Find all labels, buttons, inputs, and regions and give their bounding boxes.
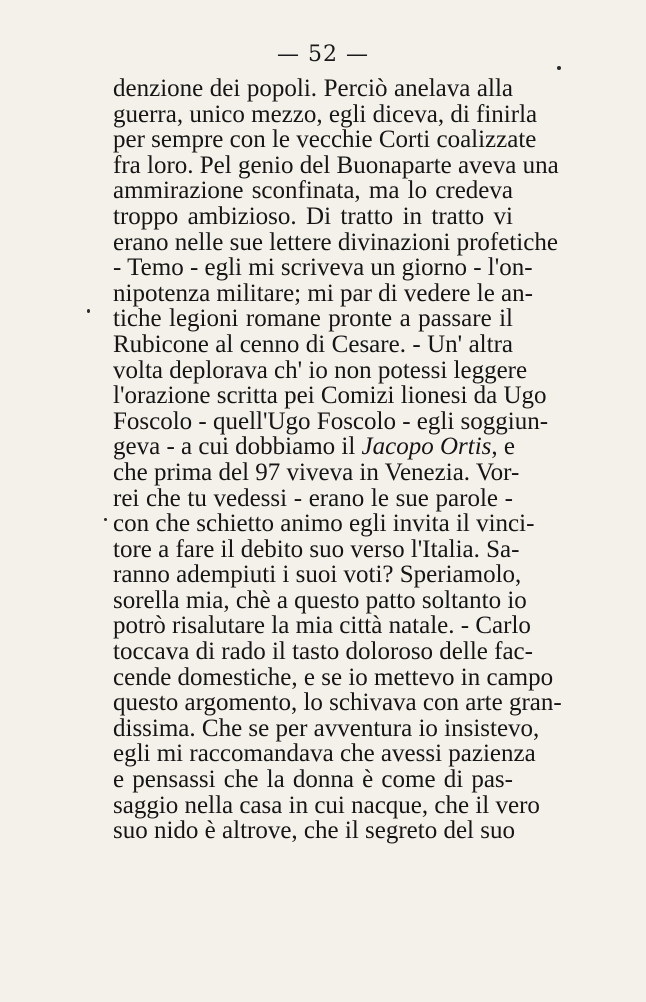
- ink-speck: [87, 309, 90, 313]
- text-segment: troppo ambizioso. Di tratto in tratto vi: [113, 202, 513, 230]
- text-line: [113, 486, 513, 512]
- text-segment: con che schietto animo egli invita il vinci-: [113, 510, 535, 538]
- text-line: [113, 254, 533, 282]
- ink-speck: [557, 66, 561, 70]
- text-segment: ammirazione sconfinata, ma lo credeva: [113, 177, 513, 205]
- text-line: [113, 561, 522, 589]
- text-segment: Foscolo - quell'Ugo Foscolo - egli soggiun-: [113, 407, 549, 435]
- text-segment: denzione dei popoli. Perciò anelava alla: [113, 75, 513, 102]
- body-text: [113, 75, 562, 845]
- text-segment: per sempre con le vecchie Corti coalizzate: [113, 126, 537, 154]
- text-segment: e pensassi che la donna è come di pas-: [113, 766, 513, 794]
- text-segment: cende domestiche, e se io mettevo in campo: [113, 663, 554, 691]
- text-segment: ranno adempiuti i suoi voti? Speriamolo,: [113, 561, 522, 589]
- text-line: [113, 663, 554, 691]
- text-segment: fra loro. Pel genio del Buonaparte aveva una: [113, 151, 559, 179]
- page-number: — 52 —: [277, 42, 369, 67]
- text-line: [113, 100, 538, 128]
- text-line: [113, 791, 540, 819]
- ink-speck: [104, 518, 107, 521]
- text-segment: tore a fare il debito suo verso l'Italia. Sa-: [113, 535, 520, 563]
- text-segment: potrò risalutare la mia città natale. - Carlo: [113, 612, 531, 640]
- text-segment: saggio nella casa in cui nacque, che il vero: [113, 791, 540, 819]
- text-line: [113, 638, 533, 666]
- text-segment: sorella mia, chè a questo patto soltanto io: [113, 586, 527, 614]
- text-segment: che prima del 97 viveva in Venezia. Vor-: [113, 458, 520, 486]
- text-segment: , e: [491, 433, 516, 461]
- text-line: [113, 740, 536, 768]
- text-line: [113, 586, 527, 614]
- text-line: [113, 535, 520, 563]
- text-line: [113, 689, 562, 717]
- text-segment: volta deplorava ch' io non potessi leggere: [113, 356, 528, 384]
- text-segment: erano nelle sue lettere divinazioni profetiche: [113, 228, 558, 256]
- text-segment: Rubicone al cenno di Cesare. - Un' altra: [113, 330, 513, 358]
- text-segment: suo nido è altrove, che il segreto del suo: [113, 817, 515, 845]
- text-line: [113, 407, 549, 435]
- text-segment: guerra, unico mezzo, egli diceva, di finirla: [113, 100, 538, 128]
- text-line: [113, 714, 540, 742]
- text-segment: l'orazione scritta pei Comizi lionesi da Ugo: [113, 382, 547, 410]
- italic-title: Jacopo Ortis: [361, 433, 492, 461]
- text-line: [113, 818, 513, 844]
- text-line: [113, 332, 513, 358]
- text-line: [113, 612, 531, 640]
- text-line: [113, 767, 513, 793]
- text-line: [113, 382, 547, 410]
- text-line: [113, 279, 533, 307]
- text-line: [113, 228, 558, 256]
- text-segment: dissima. Che se per avventura io insistevo,: [113, 714, 540, 742]
- text-line: [113, 306, 513, 332]
- text-segment: - Temo - egli mi scriveva un giorno - l'on-: [113, 254, 533, 282]
- text-line: [113, 510, 535, 538]
- text-line: [113, 356, 528, 384]
- text-line: [113, 126, 537, 154]
- text-line: [113, 204, 513, 230]
- text-line: [113, 76, 513, 102]
- text-segment: egli mi raccomandava che avessi pazienza: [113, 740, 536, 768]
- text-line: [113, 178, 513, 204]
- text-line: [113, 458, 520, 486]
- text-segment: geva - a cui dobbiamo il: [113, 433, 362, 461]
- text-line: [113, 151, 559, 179]
- text-segment: questo argomento, lo schivava con arte gran-: [113, 689, 562, 717]
- text-segment: toccava di rado il tasto doloroso delle fac-: [113, 638, 533, 666]
- text-line: [113, 433, 516, 461]
- text-segment: nipotenza militare; mi par di vedere le an-: [113, 279, 533, 307]
- text-segment: rei che tu vedessi - erano le sue parole -: [113, 484, 513, 512]
- text-segment: tiche legioni romane pronte a passare il: [113, 305, 513, 333]
